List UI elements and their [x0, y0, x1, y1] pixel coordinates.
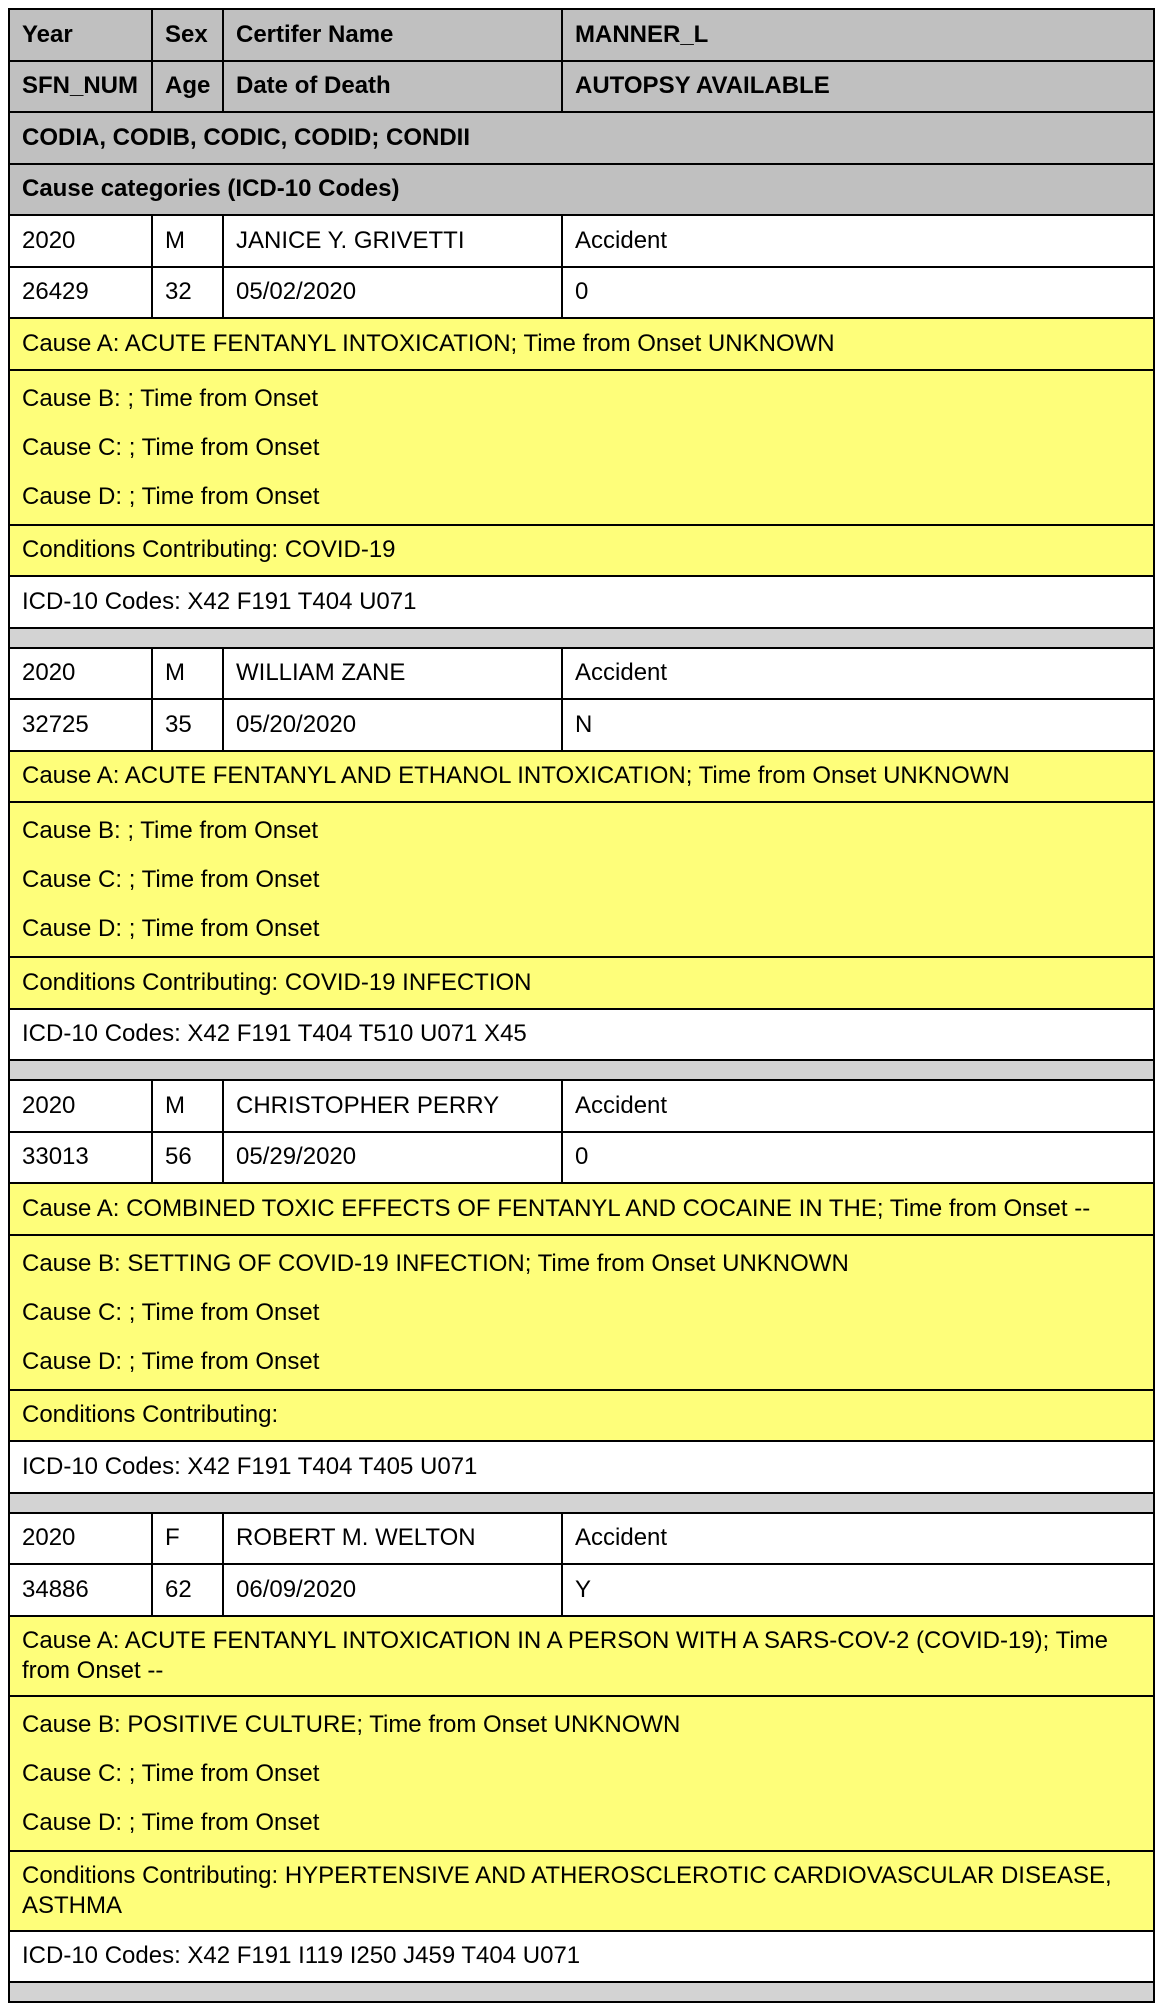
- record-age: 32: [152, 267, 223, 319]
- record-cause-a-row: [9, 318, 1154, 370]
- header-manner: MANNER_L: [562, 9, 1154, 61]
- record-conditions: Conditions Contributing:: [9, 1390, 1154, 1442]
- record-cause-a: Cause A: ACUTE FENTANYL INTOXICATION; Time from Onset UNKNOWN: [9, 318, 1154, 370]
- record-cause-b: Cause B: ; Time from Onset: [22, 384, 319, 412]
- record-block: [9, 215, 1154, 648]
- header-row-4: [9, 164, 1154, 216]
- record-manner: Accident: [562, 1080, 1154, 1132]
- record-cause-c: Cause C: ; Time from Onset: [22, 1298, 320, 1326]
- record-icd-row: [9, 576, 1154, 628]
- record-separator: [9, 1493, 1154, 1513]
- record-cause-b: Cause B: POSITIVE CULTURE; Time from Onset UNKNOWN: [22, 1710, 681, 1738]
- record-sex: M: [152, 215, 223, 267]
- record-cause-b: Cause B: SETTING OF COVID-19 INFECTION; Time from Onset UNKNOWN: [22, 1249, 849, 1277]
- record-date-of-death: 05/02/2020: [223, 267, 562, 319]
- record-row-2: [9, 267, 1154, 319]
- record-block: [9, 1513, 1154, 2003]
- record-conditions: Conditions Contributing: COVID-19 INFECTION: [9, 957, 1154, 1009]
- separator-cell: [9, 628, 1154, 648]
- record-cause-c: Cause C: ; Time from Onset: [22, 1759, 320, 1787]
- record-block: [9, 1080, 1154, 1513]
- record-icd-row: [9, 1441, 1154, 1493]
- record-sfn: 32725: [9, 699, 152, 751]
- record-block: [9, 648, 1154, 1081]
- record-row-2: [9, 1132, 1154, 1184]
- record-cause-bcd: [9, 1235, 1154, 1390]
- record-cause-d: Cause D: ; Time from Onset: [22, 915, 320, 942]
- record-conditions: Conditions Contributing: HYPERTENSIVE AND ATHEROSCLEROTIC CARDIOVASCULAR DISEASE, ASTHMA: [9, 1851, 1154, 1931]
- record-date-of-death: 05/29/2020: [223, 1132, 562, 1184]
- record-certifier: WILLIAM ZANE: [223, 648, 562, 700]
- record-cause-bcd-row: [9, 802, 1154, 957]
- record-date-of-death: 05/20/2020: [223, 699, 562, 751]
- header-cause-fields: CODIA, CODIB, CODIC, CODID; CONDII: [9, 112, 1154, 164]
- record-separator: [9, 1060, 1154, 1080]
- header-cause-categories: Cause categories (ICD-10 Codes): [9, 164, 1154, 216]
- record-conditions-row: [9, 1851, 1154, 1931]
- header-row-2: [9, 61, 1154, 113]
- record-row-2: [9, 699, 1154, 751]
- record-sfn: 34886: [9, 1564, 152, 1616]
- record-sex: F: [152, 1513, 223, 1565]
- record-row-1: [9, 215, 1154, 267]
- record-conditions: Conditions Contributing: COVID-19: [9, 525, 1154, 577]
- separator-cell: [9, 1493, 1154, 1513]
- record-row-1: [9, 648, 1154, 700]
- header-autopsy-available: AUTOPSY AVAILABLE: [562, 61, 1154, 113]
- record-icd-row: [9, 1931, 1154, 1983]
- record-date-of-death: 06/09/2020: [223, 1564, 562, 1616]
- death-records-table: [8, 8, 1155, 2003]
- record-certifier: ROBERT M. WELTON: [223, 1513, 562, 1565]
- record-cause-bcd: [9, 1696, 1154, 1851]
- record-cause-bcd-row: [9, 1696, 1154, 1851]
- record-year: 2020: [9, 1080, 152, 1132]
- record-icd-codes: ICD-10 Codes: X42 F191 T404 T510 U071 X45: [9, 1009, 1154, 1061]
- header-sex: Sex: [152, 9, 223, 61]
- record-year: 2020: [9, 215, 152, 267]
- header-certifier-name: Certifer Name: [223, 9, 562, 61]
- record-cause-bcd: [9, 802, 1154, 957]
- record-age: 35: [152, 699, 223, 751]
- record-conditions-row: [9, 525, 1154, 577]
- record-cause-d: Cause D: ; Time from Onset: [22, 1347, 320, 1375]
- record-manner: Accident: [562, 215, 1154, 267]
- record-sfn: 26429: [9, 267, 152, 319]
- record-separator: [9, 628, 1154, 648]
- table-header: [9, 9, 1154, 215]
- record-age: 62: [152, 1564, 223, 1616]
- header-row-1: [9, 9, 1154, 61]
- record-icd-codes: ICD-10 Codes: X42 F191 I119 I250 J459 T404 U071: [9, 1931, 1154, 1983]
- record-cause-c: Cause C: ; Time from Onset: [22, 433, 320, 461]
- header-date-of-death: Date of Death: [223, 61, 562, 113]
- record-autopsy: N: [562, 699, 1154, 751]
- death-records-table-container: [8, 8, 1153, 2003]
- header-age: Age: [152, 61, 223, 113]
- separator-cell: [9, 1060, 1154, 1080]
- record-conditions-row: [9, 957, 1154, 1009]
- record-cause-c: Cause C: ; Time from Onset: [22, 866, 320, 893]
- record-icd-codes: ICD-10 Codes: X42 F191 T404 U071: [9, 576, 1154, 628]
- separator-cell: [9, 1982, 1154, 2002]
- record-cause-a: Cause A: ACUTE FENTANYL INTOXICATION IN A PERSON WITH A SARS-COV-2 (COVID-19); Time from Onset --: [9, 1616, 1154, 1696]
- record-autopsy: 0: [562, 267, 1154, 319]
- record-year: 2020: [9, 1513, 152, 1565]
- header-sfn-num: SFN_NUM: [9, 61, 152, 113]
- record-conditions-row: [9, 1390, 1154, 1442]
- record-certifier: JANICE Y. GRIVETTI: [223, 215, 562, 267]
- record-cause-a: Cause A: ACUTE FENTANYL AND ETHANOL INTOXICATION; Time from Onset UNKNOWN: [9, 751, 1154, 803]
- record-manner: Accident: [562, 648, 1154, 700]
- record-cause-a: Cause A: COMBINED TOXIC EFFECTS OF FENTANYL AND COCAINE IN THE; Time from Onset --: [9, 1183, 1154, 1235]
- record-cause-d: Cause D: ; Time from Onset: [22, 1808, 320, 1836]
- record-sfn: 33013: [9, 1132, 152, 1184]
- record-year: 2020: [9, 648, 152, 700]
- record-certifier: CHRISTOPHER PERRY: [223, 1080, 562, 1132]
- record-cause-bcd-row: [9, 370, 1154, 525]
- header-row-3: [9, 112, 1154, 164]
- record-sex: M: [152, 648, 223, 700]
- record-age: 56: [152, 1132, 223, 1184]
- header-year: Year: [9, 9, 152, 61]
- record-cause-bcd: [9, 370, 1154, 525]
- record-icd-codes: ICD-10 Codes: X42 F191 T404 T405 U071: [9, 1441, 1154, 1493]
- record-cause-bcd-row: [9, 1235, 1154, 1390]
- record-cause-d: Cause D: ; Time from Onset: [22, 482, 320, 510]
- record-sex: M: [152, 1080, 223, 1132]
- record-cause-a-row: [9, 1616, 1154, 1696]
- record-separator: [9, 1982, 1154, 2002]
- record-manner: Accident: [562, 1513, 1154, 1565]
- record-row-1: [9, 1080, 1154, 1132]
- record-row-1: [9, 1513, 1154, 1565]
- record-cause-b: Cause B: ; Time from Onset: [22, 817, 319, 844]
- record-autopsy: 0: [562, 1132, 1154, 1184]
- record-icd-row: [9, 1009, 1154, 1061]
- record-cause-a-row: [9, 1183, 1154, 1235]
- record-row-2: [9, 1564, 1154, 1616]
- record-cause-a-row: [9, 751, 1154, 803]
- record-autopsy: Y: [562, 1564, 1154, 1616]
